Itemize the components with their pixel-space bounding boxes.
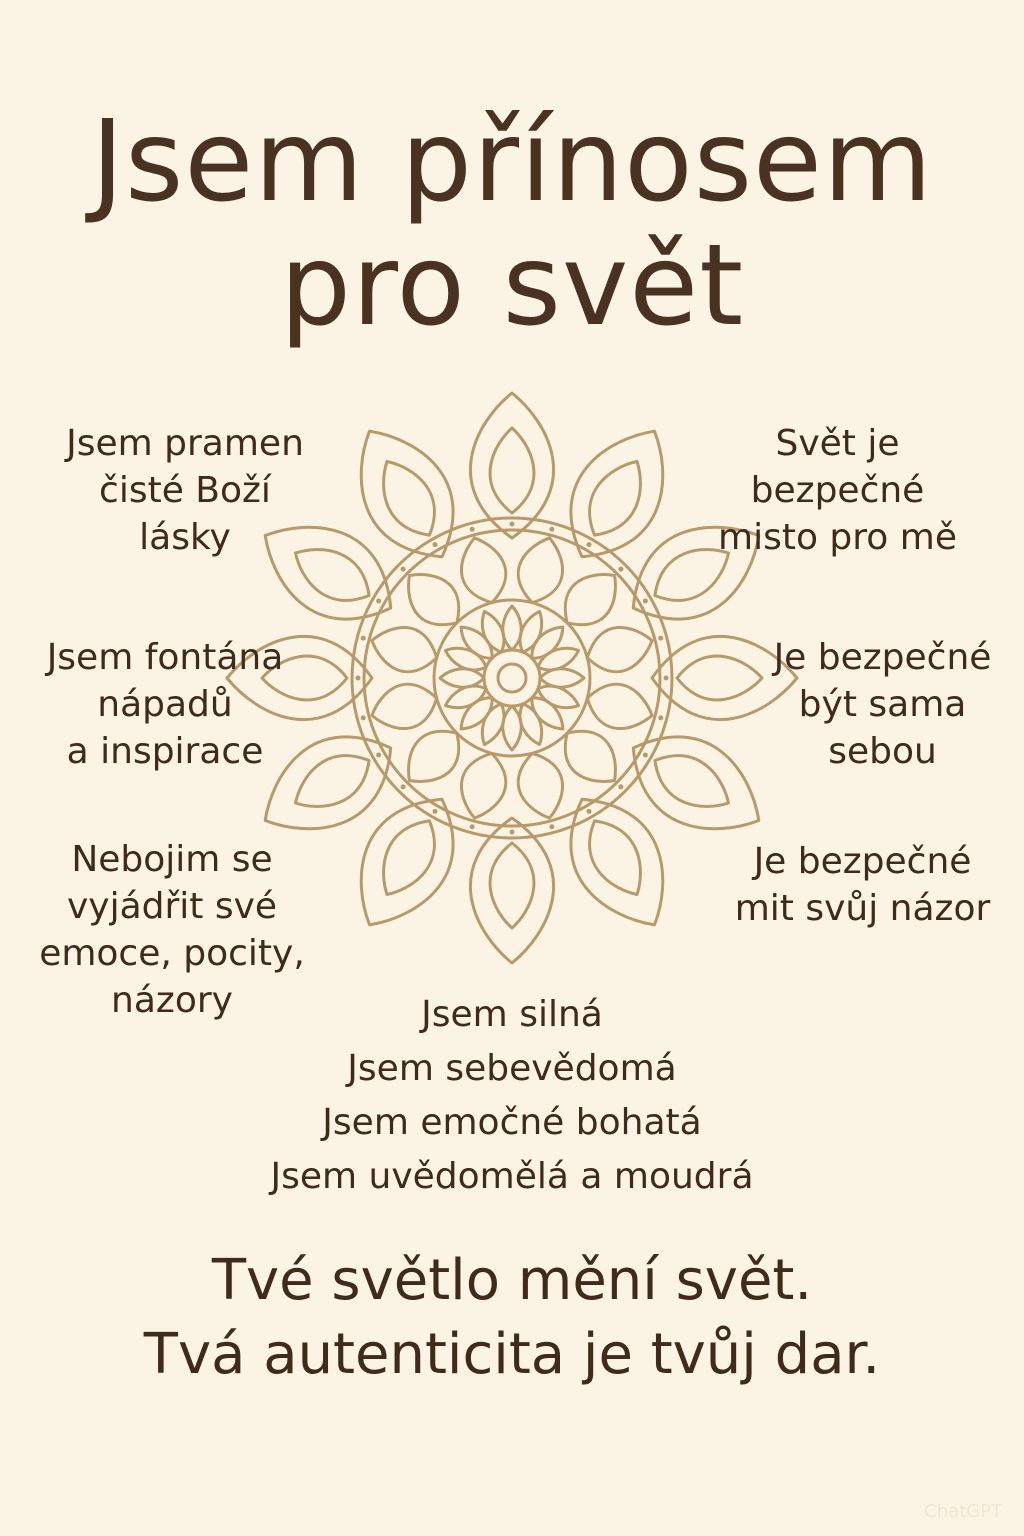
center-affirmation-list [200,988,824,1204]
title-line-1: Jsem přínosem [90,97,934,227]
affirmation-line: mit svůj názor [734,888,991,929]
affirmation-line: názory [111,980,233,1021]
list-item: Jsem emočné bohatá [322,1102,702,1143]
affirmation-line: lásky [139,517,231,558]
affirmation-right-middle [760,634,1005,775]
affirmation-line: emoce, pocity, [39,933,305,974]
affirmation-line: být sama [798,684,967,725]
watermark: ChatGPT [924,1501,1002,1522]
affirmation-line: Je bezpečné [773,637,992,678]
closing-line-2: Tvá autenticita je tvůj dar. [143,1322,881,1387]
affirmation-line: čisté Boží [99,470,271,511]
affirmation-line: a inspirace [66,731,264,772]
affirmation-line: Je bezpečné [753,841,972,882]
affirmation-line: Jsem fontána [46,637,284,678]
affirmation-left-top [40,420,330,561]
page-title [0,97,1024,351]
affirmation-line: bezpečné [750,470,925,511]
affirmation-right-top [700,420,975,561]
affirmation-line: Svět je [775,423,900,464]
list-item: Jsem silná [421,994,603,1035]
affirmation-line: Nebojim se [71,839,273,880]
affirmation-line: sebou [828,731,937,772]
closing-message [0,1244,1024,1392]
list-item: Jsem sebevědomá [347,1048,677,1089]
affirmation-right-bottom [725,838,1000,932]
affirmation-line: Jsem pramen [66,423,304,464]
affirmation-line: nápadů [97,684,233,725]
affirmation-line: vyjádřit své [66,886,278,927]
list-item: Jsem uvědomělá a moudrá [270,1156,754,1197]
closing-line-1: Tvé světlo mění svět. [211,1248,813,1313]
affirmation-line: misto pro mě [718,517,957,558]
title-line-2: pro svět [279,221,745,351]
affirmation-left-middle [20,634,310,775]
